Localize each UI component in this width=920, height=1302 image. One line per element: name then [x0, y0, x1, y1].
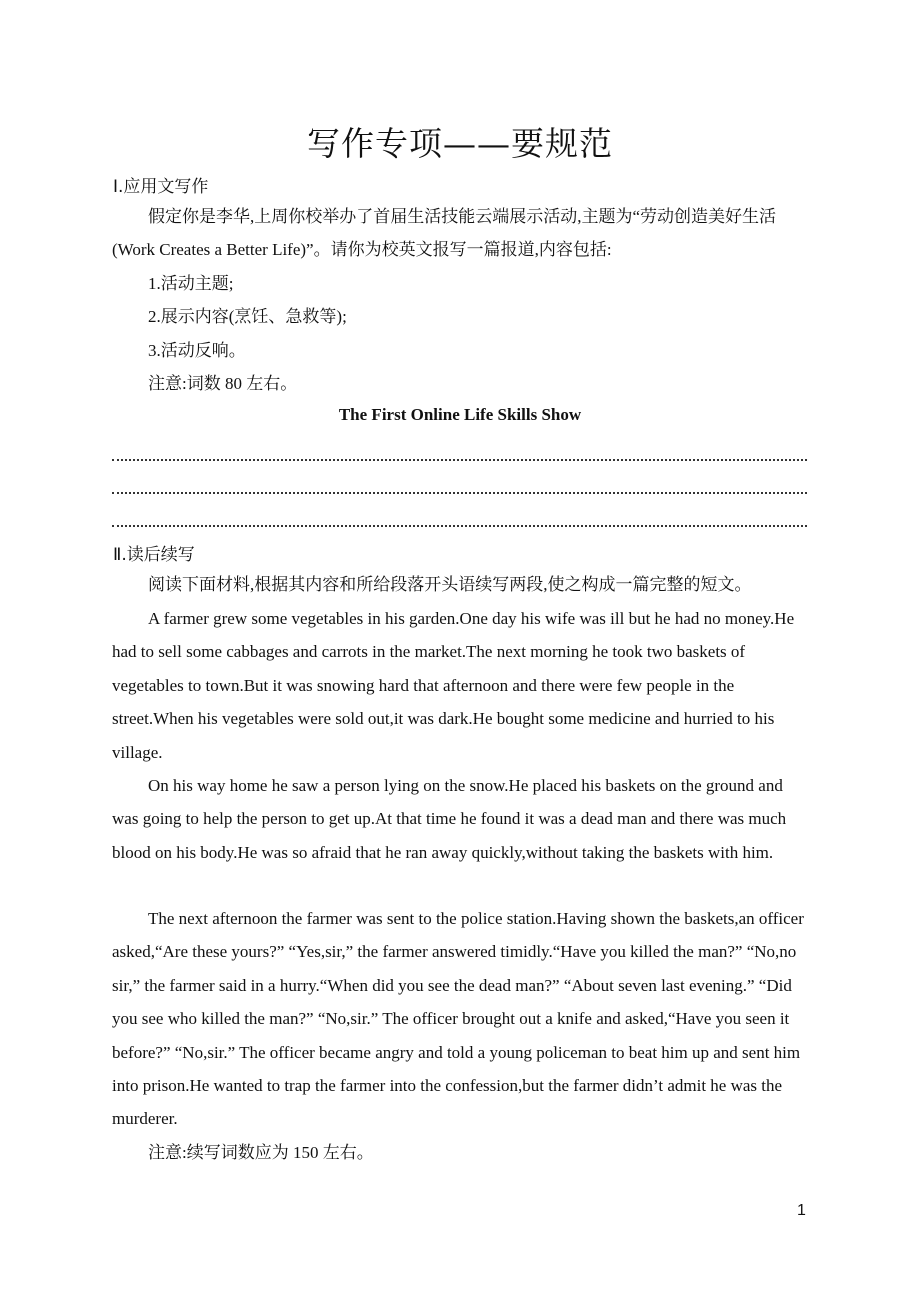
story-paragraph: A farmer grew some vegetables in his garden.One day his wife was ill but he had no money.He had to sell some cabbages and carrots in the market.The next morning he took two baskets of vegetables to town.But it was snowing hard that afternoon and there were few people in the street.When his vegetables were sold out,it was dark.He bought some medicine and hurried to his village.	[112, 609, 795, 762]
requirement-item: 2.展示内容(烹饪、急救等);	[148, 307, 347, 326]
page-number: 1	[797, 1202, 806, 1219]
section-heading-continuation-writing: Ⅱ.读后续写	[113, 545, 195, 565]
page-title: 写作专项——要规范	[307, 124, 613, 163]
word-count-note: 注意:词数 80 左右。	[148, 374, 298, 393]
continuation-instruction: 阅读下面材料,根据其内容和所给段落开头语续写两段,使之构成一篇完整的短文。	[148, 575, 752, 594]
answer-line[interactable]	[112, 525, 807, 527]
word-count-note: 注意:续写词数应为 150 左右。	[148, 1143, 374, 1162]
section-heading-practical-writing: Ⅰ.应用文写作	[113, 177, 209, 197]
requirement-item: 1.活动主题;	[148, 274, 234, 293]
answer-line[interactable]	[112, 459, 807, 461]
practical-writing-prompt: 假定你是李华,上周你校举办了首届生活技能云端展示活动,主题为“劳动创造美好生活(Work Creates a Better Life)”。请你为校英文报写一篇报道,内容包括:	[112, 207, 777, 260]
story-paragraph: On his way home he saw a person lying on the snow.He placed his baskets on the ground and was going to help the person to get up.At that time he found it was a dead man and there was much blood on his body.He was so afraid that he ran away quickly,without taking the baskets with him.	[112, 776, 787, 862]
answer-line[interactable]	[112, 492, 807, 494]
essay-title: The First Online Life Skills Show	[338, 405, 582, 424]
requirement-item: 3.活动反响。	[148, 341, 246, 360]
story-paragraph: The next afternoon the farmer was sent to the police station.Having shown the baskets,an officer asked,“Are these yours?” “Yes,sir,” the farmer answered timidly.“Have you killed the man?” “No,no sir,” the farmer said in a hurry.“When did you see the dead man?” “About seven last evening.” “Did you see who killed the man?” “No,sir.” The officer brought out a knife and asked,“Have you seen it before?” “No,sir.” The officer became angry and told a young policeman to beat him up and sent him into prison.He wanted to trap the farmer into the confession,but the farmer didn’t admit he was the murderer.	[112, 909, 804, 1129]
